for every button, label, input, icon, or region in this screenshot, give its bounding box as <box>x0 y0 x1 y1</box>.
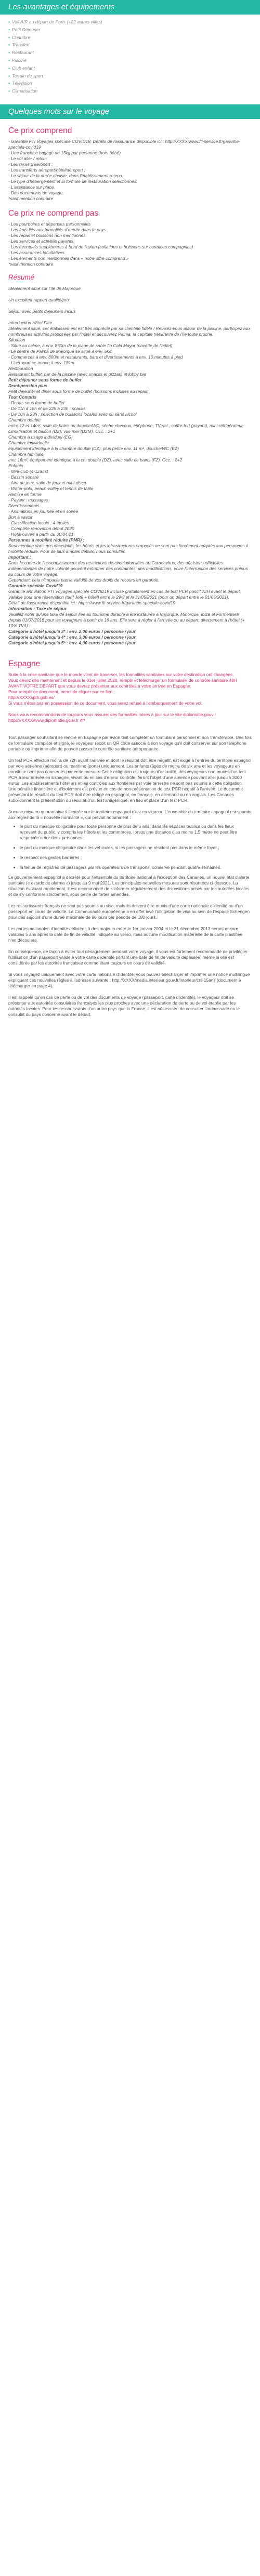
text-line: Vous devez dès maintenant et depuis le 01er juillet 2020, remplir et télécharger un formulaire de contrôle sanitaire 48H AVANT VOTRE DÉPART que vous devrez présenter aux contrôles à votre arrivée en Espagne. <box>8 677 237 689</box>
text-line: - Garantie FTI Voyages spéciale COVID19, Détails de l'assurance disponible ici : http://XXXX/www.fti-service.fr/garantie-speciale-covid19 <box>8 138 240 150</box>
text-line: - Animations en journée et en soirée <box>8 508 79 514</box>
text-line: - Mini-club (4-12ans) <box>8 468 48 474</box>
bullet-icon: • <box>8 34 10 40</box>
text-line: entre 12 et 14m², salle de bains ou douche/WC, sèche-cheveux, téléphone, TV-sat., coffre-fort (payant), mini-réfrigérateur, climatisation et balcon (DZ), vue mer (DZM). Occ. : 2+1 <box>8 422 244 434</box>
text-line: Chambre familiale <box>8 451 44 457</box>
text-line: Seul mention dans nos descriptifs, les hôtels et les infrastructures proposés ne sont pas forcément adaptés aux personnes à mobilité réduite. Pour de plus amples détails, nous consulter. <box>8 543 249 554</box>
text-line: - De 10h à 23h : sélection de boissons locales avec ou sans alcool <box>8 411 137 417</box>
spain-section <box>0 659 260 1018</box>
spain-visa-paragraph: Les ressortissants français ne sont pas soumis au visa, mais ils doivent être munis d'une carte nationale d'identité ou d'un passeport en cours de validité. La Communauté européenne a en effet levé l'obligation de visa au sein de l'espace Schengen pour des séjours d'une durée maximale de 90 jours par période de 180 jours. <box>8 903 250 920</box>
text-line: - Le séjour de la durée choisie, dans l'établissement retenu. <box>8 173 123 178</box>
text-line: Enfants <box>8 463 23 468</box>
amenity-item <box>8 87 260 95</box>
text-line <box>8 303 252 309</box>
text-line: - L'aéroport se trouve à env. 15km <box>8 360 74 365</box>
amenity-item <box>8 49 260 57</box>
text-line: - Complète rénovation début 2020 <box>8 525 74 531</box>
text-line: Chambre individuelle <box>8 440 49 445</box>
text-line: - Payant : massages <box>8 497 48 503</box>
amenities-list <box>0 18 260 95</box>
bullet-icon: • <box>8 50 10 56</box>
summary-text <box>8 286 252 646</box>
text-line: Tout Compris <box>8 394 37 400</box>
price-includes-title: Ce prix comprend <box>8 126 72 135</box>
text-line: Demi-pension plus <box>8 382 47 388</box>
text-line: - Les frais liés aux formalités d'entrée dans le pays <box>8 227 106 232</box>
text-line: - Les services et activités payants <box>8 238 74 244</box>
bullet-icon: • <box>8 65 10 71</box>
amenities-header: Les avantages et équipements <box>0 0 260 15</box>
text-line: Remise en forme <box>8 491 42 497</box>
bullet-icon: • <box>8 73 10 78</box>
text-line: Introduction Hôtel Fitte <box>8 320 53 325</box>
text-line: *sauf mention contraire <box>8 195 54 201</box>
bullet-icon: • <box>8 19 10 24</box>
price-includes-section <box>0 126 260 202</box>
spain-pcr-paragraph: Un test PCR effectué moins de 72h avant l'arrivée et dont le résultat doit être négatif, est exigé à l'entrée du territoire espagnol par voie aérienne (aéroport) ou maritime (ports) uniquement. Les enfants (âgés de moins de six ans et les voyageurs en transit ne sont pas concernés par cette mesure. Cette obligation est toujours d'actualité, des voyageurs non munis d'un test PCR à leur arrivée en Espagne, vivant ou en cas d'erreur contrôle, feront l'objet d'une amende pouvant aller jusqu'à 3000 euros. Les établissements hôteliers et les contrôles aux frontières par voie terrestre ne sont pas soumis à cette obligation. Une pénalité financière et d'isolement est prévue en cas de non-présentation de test PCR négatif à l'arrivée. Le document présentant le résultat du test PCR doit être rédigé en espagnol, en français, en allemand ou en anglais. Les Canaries subordonnent la présentation du résultat d'un test antigénique, en lieu et place d'un test PCR. <box>8 757 252 803</box>
text-line: Restaurant buffet, bar de la piscine (avec snacks et pizzas) et lobby bar <box>8 371 147 377</box>
price-excludes-title: Ce prix ne comprend pas <box>8 208 99 218</box>
amenity-label: Chambre <box>12 34 31 40</box>
summary-section <box>0 273 260 646</box>
amenity-label: Vail A/R au départ de Paris (+22 autres villes) <box>12 19 102 24</box>
text-line: - Les transferts aéroport/hôtel/aéroport ; <box>8 167 86 173</box>
spain-quarantine-paragraph: Aucune mise en quarantaine à l'entrée sur le territoire espagnol n'est en vigueur. L'ensemble du territoire espagnol est soumis aux règles de la « nouvelle normalité », qui prévoit notamment : <box>8 809 251 820</box>
text-line: Cependant, cela n'impacte pas la validité de vos droits de recours en garantie. <box>8 577 160 583</box>
text-line: - Aire de jeux, salle de jeux et mini-disco <box>8 480 86 485</box>
price-includes-list <box>8 139 252 202</box>
spain-title: Espagne <box>8 659 41 668</box>
text-line: - Repas sous forme de buffet <box>8 400 64 405</box>
text-line: Catégorie d'hôtel jusqu'à 5* : env. 4,00 euros / personne / jour <box>8 640 136 645</box>
text-line: Si vous n'êtes pas en possession de ce document, vous serez refusé à l'embarquement de votre vol. <box>8 700 203 706</box>
amenity-label: Transfert <box>12 42 30 48</box>
spain-notice-paragraph: Si vous voyagez uniquement avec votre carte nationale d'identité, vous pouvez télécharger et imprimer une notice multilingue expliquant ces nouvelles règles à l'adresse suivante : http://XXXX/media.interieur.gouv.fr/interieur/cni-15ans (document à télécharger en page 4). <box>8 971 250 988</box>
spain-loss-paragraph: Il est rappelé qu'en cas de perte ou de vol des documents de voyage (passeport, carte d'identité), le voyageur doit se présenter aux autorités consulaires françaises les plus proches avec une déclaration de perte ou de vol établie par les autorités locales. Pour les ressortissants d'un autre pays que la France, il est nécessaire de consulter l'ambassade ou le consulat du pays concerné avant le départ. <box>8 994 240 1017</box>
amenity-item <box>8 72 260 80</box>
spain-passport-paragraph: En conséquence, de façon à éviter tout désagrément pendant votre voyage, il vous est fortement recommandé de privilégier l'utilisation d'un passeport valide à votre carte d'identité portant une date de fin de validité dépassée, même si elle est considérée par les autorités françaises comme étant toujours en cours de validité. <box>8 948 248 966</box>
text-line: - Classification locale : 4 étoiles <box>8 520 69 525</box>
text-line: Important : <box>8 554 31 560</box>
spain-form-paragraph: Tout passager souhaitant se rendre en Espagne par avion doit compléter un formulaire personnel et non transférable. Une fois ce formulaire complété et signé, le voyageur reçoit un QR code associé à son voyage qu'il doit conserver sur son téléphone portable ou imprimer afin de pouvoir passer le contrôle sanitaire aéroportuaire. <box>8 734 252 751</box>
text-line: - De 11h à 18h et de 22h à 23h : snacks <box>8 405 86 411</box>
text-line: - Les éventuels suppléments à bord de l'avion (collations et boissons sur certaines compagnies) <box>8 244 193 249</box>
text-line <box>8 292 252 297</box>
text-line: - Une franchise bagage de 15kg par personne (hors bébé) <box>8 150 121 155</box>
bullet-icon: • <box>8 88 10 94</box>
text-line: Idéalement situé, cet établissement est très apprécié par sa clientèle fidèle ! Relaxez-vous autour de la piscine, participez aux nombreuses activités proposées par l'hôtel et découvrez Palma, la capitale trépidante de l'île toute proche. <box>8 325 251 337</box>
price-excludes-list <box>8 221 252 267</box>
text-line: - Commerces à env. 800m et restaurants, bars et divertissements à env. 10 minutes à pied <box>8 354 183 360</box>
amenity-label: Piscine <box>12 57 27 63</box>
text-line: *sauf mention contraire <box>8 261 54 267</box>
text-line: Personnes à mobilité réduite (PMR) : <box>8 537 85 543</box>
text-line: - Les pourboires et dépenses personnelles <box>8 221 91 227</box>
price-excludes-section <box>0 209 260 267</box>
text-line: - Dos documents de voyage. <box>8 190 64 195</box>
text-line: Garantie spéciale Covid19 <box>8 583 63 588</box>
text-line: - Les repas et boissons non mentionnés <box>8 232 86 238</box>
bullet-icon: • <box>8 57 10 63</box>
spain-rules-list <box>8 824 252 870</box>
text-line: - L'assistance sur place, <box>8 184 55 190</box>
amenity-label: Club enfant <box>12 65 35 71</box>
amenity-label: Petit Déjeuner <box>12 27 41 32</box>
text-line: - Le type d'hébergement et la formule de restauration sélectionnés. <box>8 178 138 184</box>
text-line: Bon à savoir <box>8 514 33 520</box>
amenity-label: Climatisation <box>12 88 38 94</box>
rule-item: • le respect des gestes barrières ; <box>20 855 252 861</box>
about-trip-header: Quelques mots sur le voyage <box>0 104 260 119</box>
text-line: Détail de l'assurance disponible ici : https://www.fti-service.fr/garantie-speciale-covid19 <box>8 600 175 605</box>
text-line: Petit déjeuner sous forme de buffet <box>8 377 82 382</box>
text-line: Dans le cadre de l'assouplissement des restrictions de circulation liées au Coronavirus, des décisions officielles indépendantes de notre volonté peuvent entraîner des contraintes, des modifications, voire l'interruption des services prévus au cours de votre voyage. <box>8 560 248 577</box>
text-line: Information : Taxe de séjour <box>8 605 67 611</box>
rule-item: • le port du masque obligatoire dans les véhicules, si les passagers ne résident pas dans le même foyer ; <box>20 845 252 851</box>
bullet-icon: • <box>8 42 10 48</box>
text-line: - Water-polo, beach-volley et tennis de table <box>8 485 94 491</box>
summary-title: Résumé <box>8 273 35 281</box>
amenity-item <box>8 18 260 26</box>
rule-item: • le port du masque obligatoire pour toute personne de plus de 6 ans, dans les espaces publics ou dans les lieux recevant du public, y compris les hôtels et les commerces, lorsqu'une distance d'au moins 1,5 mètre ne peut être respectée entre deux personnes ; <box>20 824 252 841</box>
amenity-item <box>8 57 260 64</box>
text-line: - Bassin séparé <box>8 474 39 480</box>
text-line: Séjour avec petits déjeuners inclus <box>8 308 76 314</box>
text-line: env. 16m², équipement identique à la ch. double (DZ), avec salle de bains (FZ). Occ. : 2+2 <box>8 457 183 463</box>
text-line: Pour remplir ce document, merci de cliquer sur ce lien : <box>8 689 115 694</box>
text-line: Chambre à usage individuel (EG) <box>8 434 73 440</box>
text-line: - Les assurances facultatives <box>8 249 64 255</box>
amenity-item <box>8 34 260 42</box>
text-line: - Le centre de Palma de Majorque se situe à env. 5km <box>8 348 113 354</box>
amenity-item <box>8 41 260 49</box>
text-line: Catégorie d'hôtel jusqu'à 4* : env. 3,00 euros / personne / jour <box>8 634 136 640</box>
amenity-item <box>8 26 260 34</box>
amenity-label: Télévision <box>12 81 32 86</box>
text-line: Suite à la crise sanitaire que le monde vient de traverser, les formalités sanitaires sur votre destination ont changées. <box>8 671 234 677</box>
spain-alert-state-paragraph: Le gouvernement espagnol a décrété pour l'ensemble du territoire national à l'exception des Canaries, un nouvel état d'alerte sanitaire (« estado de alarma ») jusqu'au 9 mai 2021. Les principales nouvelles mesures sont résumées ci-dessous. La situation évoluant rapidement, il est recommandé de s'informer régulièrement des dispositions prises par les autorités locales et de s'y conformer strictement, sous peine de fortes amendes. <box>8 874 250 897</box>
text-line: Catégorie d'hôtel jusqu'à 3* : env. 2,00 euros / personne / jour <box>8 628 136 634</box>
text-line: Restauration <box>8 365 33 371</box>
text-line: Chambre double <box>8 417 41 422</box>
text-line: Idéalement situé sur l'île de Majorque <box>8 285 81 291</box>
text-line: - Les éléments non mentionnés dans « notre offre comprend » <box>8 255 129 261</box>
text-line <box>8 314 252 320</box>
text-line: Petit déjeuner et dîner sous forme de buffet (boissons incluses au repas) <box>8 388 149 394</box>
text-line: http://XXXXspth.gob.es/ <box>8 694 55 700</box>
amenity-label: Terrain de sport <box>12 73 43 78</box>
text-line: - Le vol aller / retour <box>8 155 47 161</box>
amenity-item <box>8 64 260 72</box>
bullet-icon: • <box>8 27 10 32</box>
text-line: Divertissements <box>8 503 40 508</box>
spain-alert <box>8 672 252 706</box>
text-line: - Situé au calme, à env. 850m de la plage de sable fin Cala Mayor (navette de l'hôtel) <box>8 342 173 348</box>
text-line: - Les taxes d'aéroport ; <box>8 161 53 167</box>
text-line: Situation <box>8 337 25 342</box>
text-line: Veuillez noter qu'une taxe de séjour liée au tourisme durable a été instaurée à Majorque, Minorque, Ibiza et Formentera depuis 01/07/2016 pour les voyageurs à partir de 16 ans. Elle sera à régler à l'arrivée ou au départ, directement à l'hôtel (+ 10% TVA) : <box>8 611 245 628</box>
text-line: Un excellent rapport qualité/prix <box>8 297 70 302</box>
amenity-item <box>8 80 260 87</box>
spain-formalities-note: Nous vous recommandons de toujours vous assurer des formalités mises à jour sur le site diplomatie.gouv : https://XXXX/www.diplomatie.gouv.fr /fr/ <box>8 711 216 723</box>
spain-id-card-paragraph: Les cartes nationales d'identité délivrées à des majeurs entre le 1er janvier 2004 et le 31 décembre 2013 seront encore valables 5 ans après la date de fin de validité indiquée au verso, mais aucune modification matérielle de la carte plastifiée n'en découlera. <box>8 926 243 943</box>
text-line: - Hôtel ouvert à partir du 30.04.21 <box>8 531 74 537</box>
amenity-label: Restaurant <box>12 50 34 56</box>
text-line: Garantie annulation FTI Voyages spéciale COVID19 incluse gratuitement en cas de test PCR positif 72H avant le départ. <box>8 588 241 594</box>
bullet-icon: • <box>8 81 10 86</box>
text-line: équipement identique à la chambre double (DZ), plus petite env. 11 m², douche/WC (EZ) <box>8 445 179 451</box>
text-line: Valable pour une réservation (tarif Jeté + hôtel) entre le 29/3 et le 31/05/2021 (pour un départ entre le 01/05/2021). <box>8 594 230 600</box>
rule-item: • la tenue de registres de passagers par les opérateurs de transports, conservé pendant quatre semaines. <box>20 865 252 870</box>
